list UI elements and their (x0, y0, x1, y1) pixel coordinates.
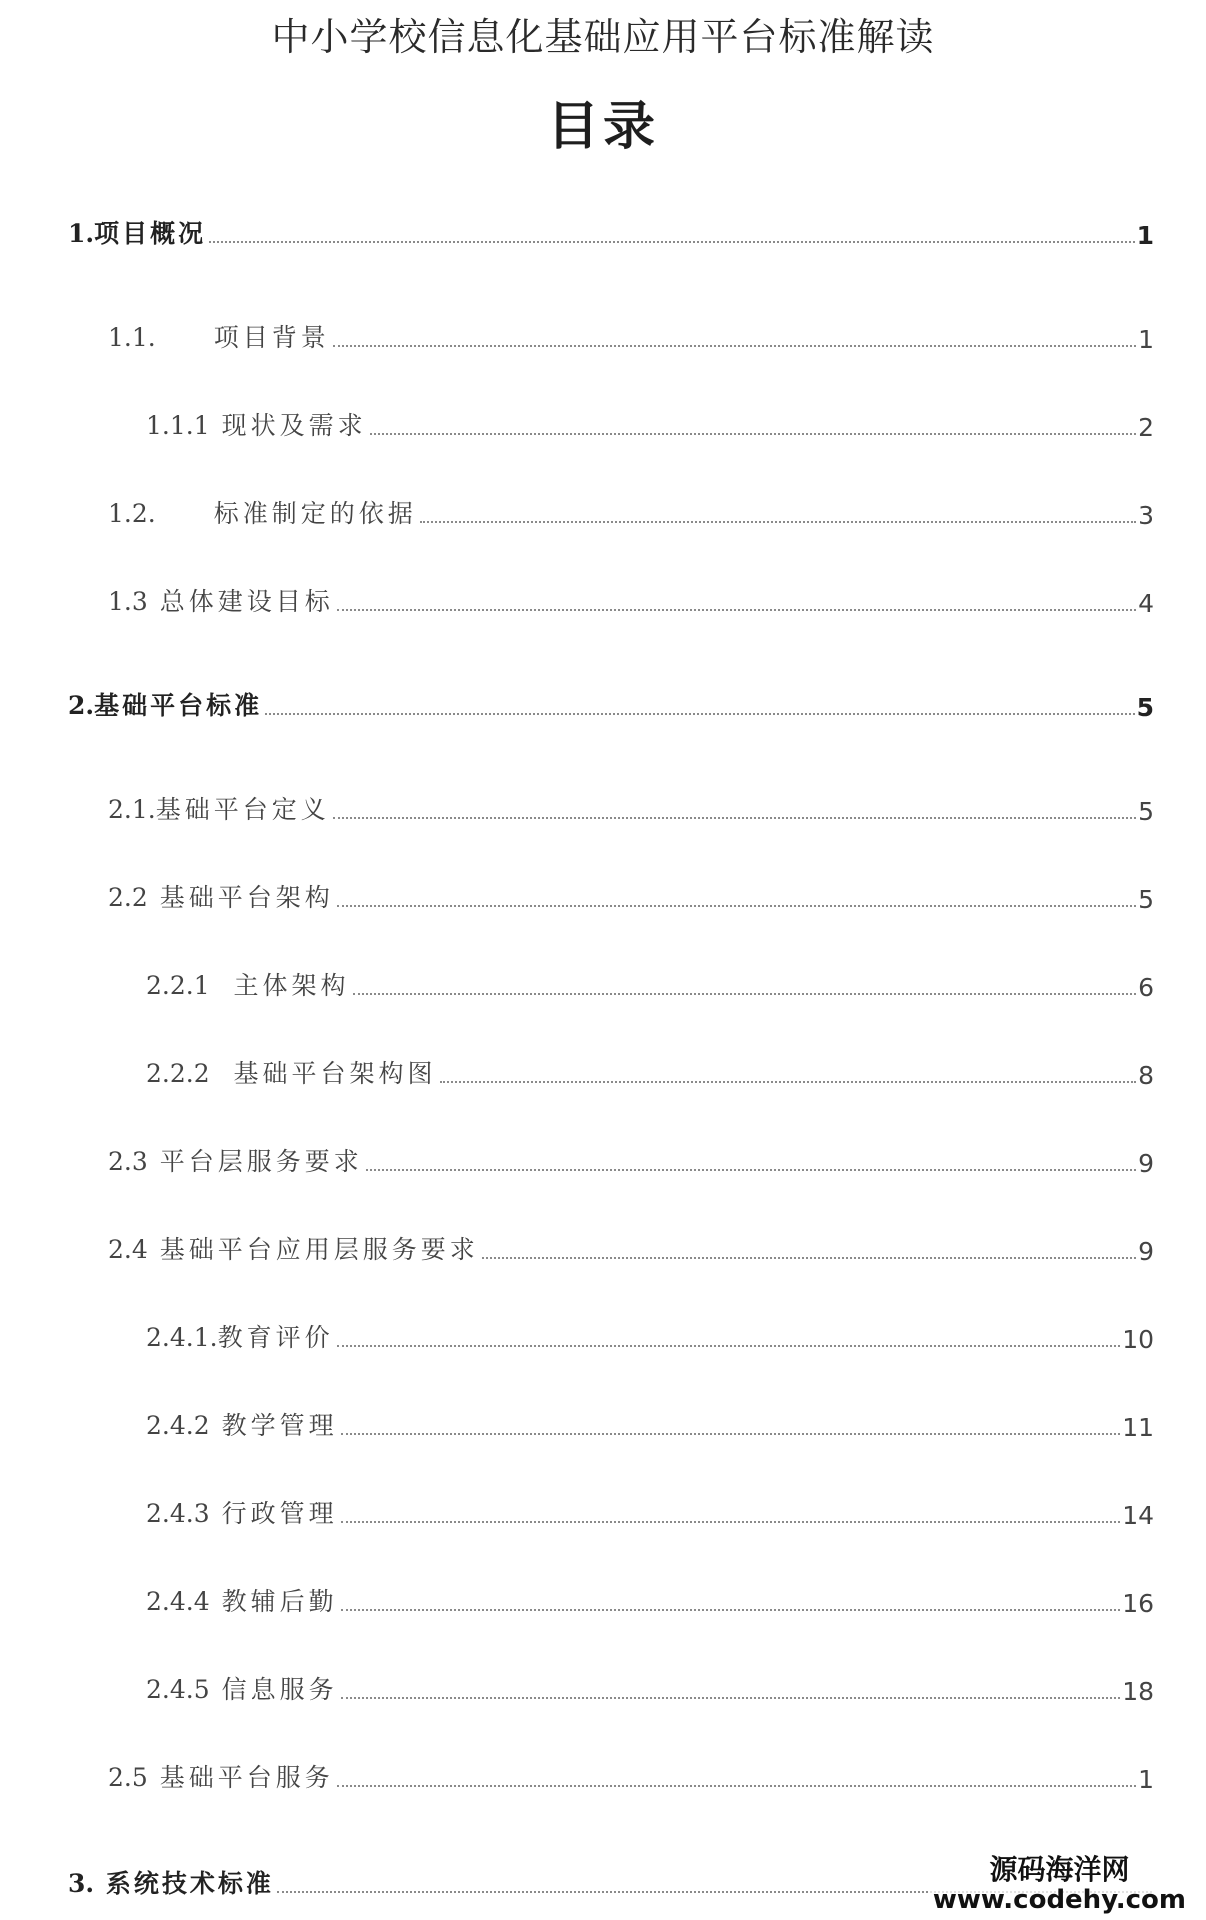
toc-page-number: 18 (1122, 1677, 1154, 1706)
toc-dot-leader (366, 1169, 1136, 1171)
toc-entry-1-1[interactable] (108, 314, 1154, 354)
site-watermark (929, 1854, 1190, 1914)
toc-entry-2-4-4[interactable] (146, 1578, 1154, 1618)
toc-dot-leader (482, 1257, 1136, 1259)
toc-entry-label: 2.2.2 基础平台架构图 (146, 1059, 437, 1088)
toc-dot-leader (333, 817, 1136, 819)
toc-entry-2-4-2[interactable] (146, 1402, 1154, 1442)
toc-entry-label: 1.项目概况 (68, 219, 207, 248)
toc-dot-leader (337, 905, 1136, 907)
watermark-url: www.codehy.com (932, 1885, 1186, 1915)
toc-dot-leader (341, 1609, 1121, 1611)
toc-entry-label: 2.4 基础平台应用层服务要求 (108, 1235, 479, 1264)
toc-entry-label: 2.4.3 行政管理 (146, 1499, 338, 1528)
toc-dot-leader (353, 993, 1137, 995)
toc-page-number: 1 (1138, 325, 1154, 354)
toc-entry-label: 2.2 基础平台架构 (108, 883, 334, 912)
toc-page-number: 9 (1138, 1237, 1154, 1266)
toc-entry-2-1[interactable] (108, 786, 1154, 826)
toc-page-number: 11 (1122, 1413, 1154, 1442)
toc-page-number: 9 (1138, 1149, 1154, 1178)
toc-entry-label: 2.基础平台标准 (68, 691, 263, 720)
toc-page-number: 3 (1138, 501, 1154, 530)
toc-page-number: 6 (1138, 973, 1154, 1002)
watermark-site-name: 源码海洋网 (989, 1853, 1130, 1886)
toc-entry-2-4-3[interactable] (146, 1490, 1154, 1530)
toc-page-number: 5 (1138, 797, 1154, 826)
toc-page-number: 16 (1122, 1589, 1154, 1618)
toc-page-number: 2 (1138, 413, 1154, 442)
toc-entry-label: 1.3 总体建设目标 (108, 587, 334, 616)
toc-dot-leader (341, 1433, 1121, 1435)
toc-entry-label: 2.4.5 信息服务 (146, 1675, 338, 1704)
toc-page-number: 4 (1138, 589, 1154, 618)
toc-entry-2-4-1[interactable] (146, 1314, 1154, 1354)
toc-dot-leader (337, 1785, 1136, 1787)
toc-entry-1-2[interactable] (108, 490, 1154, 530)
toc-entry-label: 2.4.1.教育评价 (146, 1323, 334, 1352)
toc-dot-leader (337, 1345, 1121, 1347)
toc-dot-leader (333, 345, 1136, 347)
toc-heading: 目录 (546, 97, 659, 157)
toc-entry-2-4[interactable] (108, 1226, 1154, 1266)
toc-page-number: 5 (1138, 885, 1154, 914)
toc-entry-label: 2.5 基础平台服务 (108, 1763, 334, 1792)
toc-entry-label: 2.2.1 主体架构 (146, 971, 350, 1000)
toc-entry-2-5[interactable] (108, 1754, 1154, 1794)
toc-entry-2-2[interactable] (108, 874, 1154, 914)
toc-page-number: 1 (1136, 221, 1154, 250)
toc-entry-label: 1.2. 标准制定的依据 (108, 499, 417, 528)
toc-entry-2-2-2[interactable] (146, 1050, 1154, 1090)
toc-entry-label: 3. 系统技术标准 (68, 1869, 274, 1898)
toc-entry-label: 2.3 平台层服务要求 (108, 1147, 363, 1176)
toc-dot-leader (337, 609, 1136, 611)
toc-entry-label: 2.1.基础平台定义 (108, 795, 330, 824)
toc-entry-1-1-1[interactable] (146, 402, 1154, 442)
toc-page-number: 8 (1138, 1061, 1154, 1090)
document-title: 中小学校信息化基础应用平台标准解读 (271, 15, 935, 59)
toc-dot-leader (341, 1697, 1121, 1699)
toc-entry-label: 1.1. 项目背景 (108, 323, 330, 352)
toc-dot-leader (370, 433, 1137, 435)
toc-dot-leader (209, 241, 1134, 243)
toc-page-number: 1 (1138, 1765, 1154, 1794)
toc-entry-2-4-5[interactable] (146, 1666, 1154, 1706)
toc-entry-label: 2.4.2 教学管理 (146, 1411, 338, 1440)
toc-dot-leader (420, 521, 1136, 523)
toc-entry-2-3[interactable] (108, 1138, 1154, 1178)
toc-entry-2[interactable] (68, 682, 1154, 722)
toc-entry-1-3[interactable] (108, 578, 1154, 618)
toc-entry-label: 2.4.4 教辅后勤 (146, 1587, 338, 1616)
toc-entry-2-2-1[interactable] (146, 962, 1154, 1002)
toc-page-number: 10 (1122, 1325, 1154, 1354)
toc-page-number: 14 (1122, 1501, 1154, 1530)
toc-dot-leader (341, 1521, 1121, 1523)
toc-entry-label: 1.1.1 现状及需求 (146, 411, 367, 440)
toc-dot-leader (265, 713, 1134, 715)
toc-dot-leader (440, 1081, 1137, 1083)
toc-page-number: 5 (1136, 693, 1154, 722)
toc-entry-1[interactable] (68, 210, 1154, 250)
